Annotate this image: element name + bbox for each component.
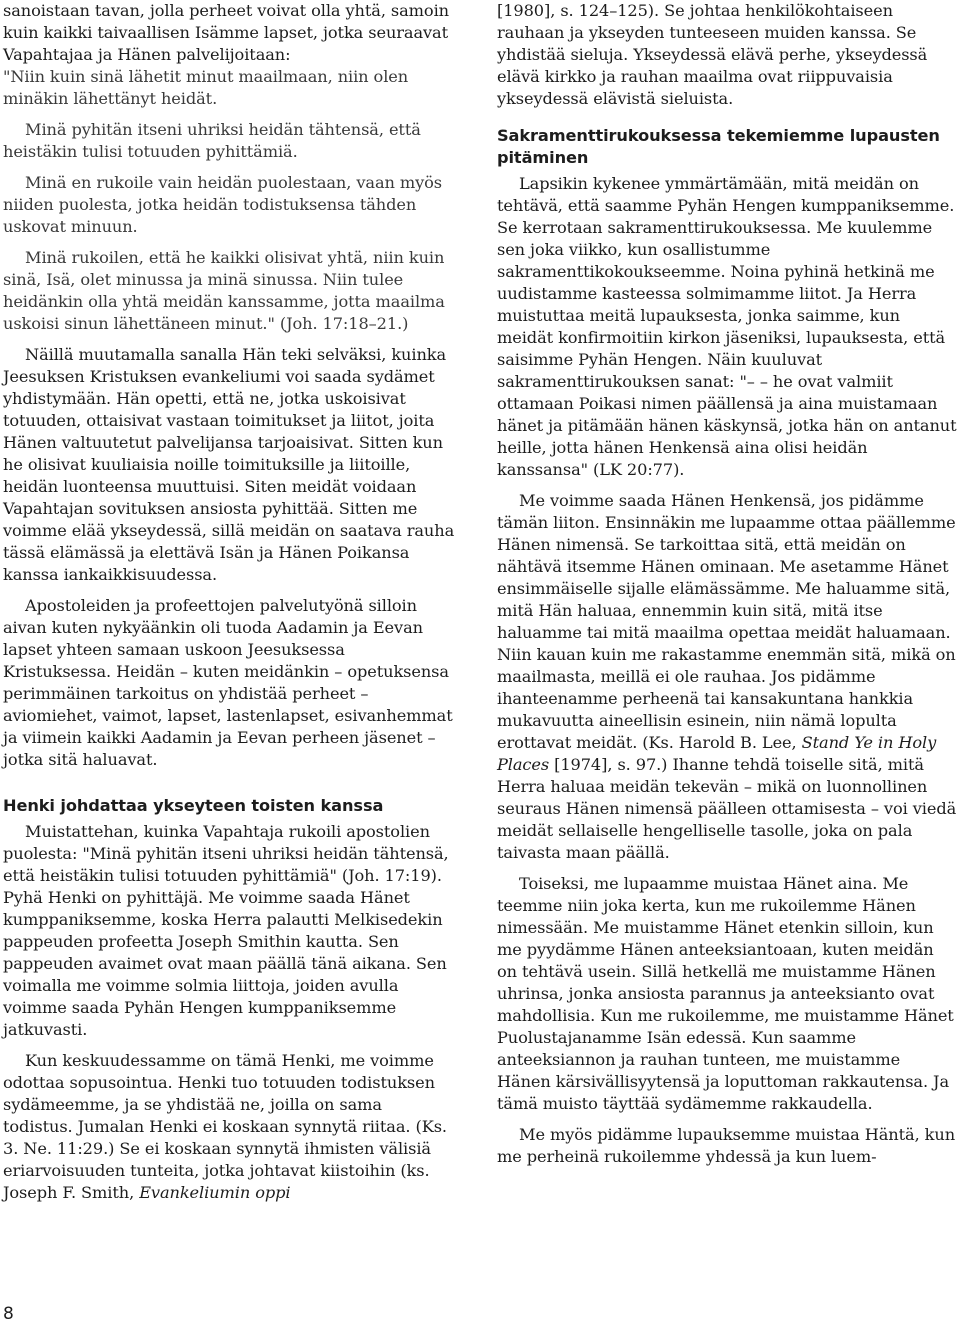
body-paragraph: Toiseksi, me lupaamme muistaa Hänet aina. Me teemme niin joka kerta, kun me rukoilemme Hänen nimessään. Me muistamme Hänet etenkin silloin, kun me pyydämme Hänen anteeksiantoaan, kuten meidän on tehtävä usein. Sillä hetkellä me muistamme Hänen uhrinsa, jonka ansiosta parannus ja anteeksianto ovat mahdollisia. Kun me rukoilemme, me muistamme Hänet Puolustajanamme Isän edessä. Kun saamme anteeksiannon ja rauhan tunteen, me muistamme Hänen kärsivällisyytensä ja loputtoman rakkautensa. Ja tämä muisto täyttää sydämemme rakkaudella. bbox=[497, 874, 954, 1113]
body-paragraph: Lapsikin kykenee ymmärtämään, mitä meidän on tehtävä, että saamme Pyhän Hengen kumppaniksemme. Se kerrotaan sakramenttirukouksessa. Me kuulemme sen joka viikko, kun osallistumme sakramenttikokoukseemme. Noina pyhinä hetkinä me uudistamme kasteessa solmimamme liitot. Ja Herra muistuttaa meitä lupauksesta, jonka saimme, kun meidät konfirmoitiin kirkon jäseniksi, lupauksesta, että saisimme Pyhän Hengen. Näin kuuluvat sakramenttirukouksen sanat: "– – he ovat valmiit ottamaan Poikasi nimen päällensä ja aina muistamaan hänet ja pitämään hänen käskynsä, jotka hän on antanut heille, jotta hänen Henkensä aina olisi heidän kanssansa" (LK 20:77). bbox=[497, 174, 957, 479]
body-paragraph bbox=[3, 1050, 455, 1204]
quote-line: Minä rukoilen, että he kaikki olisivat yhtä, niin kuin sinä, Isä, olet minussa ja minä sinussa. Niin tulee heidänkin olla yhtä meidän kanssamme, jotta maailma uskoisi sinun lähettäneen minut." (Joh. 17:18–21.) bbox=[3, 248, 445, 333]
intro-paragraph: sanoistaan tavan, jolla perheet voivat olla yhtä, samoin kuin kaikki taivaallisen Isämme lapset, jotka seuraavat Vapahtajaa ja Hänen palvelijoitaan: bbox=[3, 1, 449, 64]
book-title: Evankeliumin oppi bbox=[139, 1183, 291, 1202]
body-paragraph bbox=[497, 490, 957, 864]
page-number: 8 bbox=[3, 1304, 14, 1324]
continuation-paragraph: [1980], s. 124–125). Se johtaa henkilökohtaiseen rauhaan ja ykseyden tunteeseen muiden kanssa. Se yhdistää sieluja. Ykseydessä elävä perhe, ykseydessä elävä kirkko ja rauhan maailma ovat riippuvaisia ykseydessä elävistä sieluista. bbox=[497, 1, 928, 108]
paragraph-text: [1974], s. 97.) Ihanne tehdä toiselle sitä, mitä Herra haluaa meidän tekevän – mikä on luonnollinen seuraus Hänen nimensä päälleen ottamisesta – voi viedä meidät sellaiselle hengelliselle tasolle, joka on pala taivasta maan päällä. bbox=[497, 755, 957, 862]
quote-line: Minä pyhitän itseni uhriksi heidän tähtensä, että heistäkin tulisi totuuden pyhittämiä. bbox=[3, 120, 421, 161]
scripture-quote bbox=[3, 66, 455, 335]
paragraph-text: Kun keskuudessamme on tämä Henki, me voimme odottaa sopusointua. Henki tuo totuuden todistuksen sydämeemme, ja se yhdistää ne, joilla on sama todistus. Jumalan Henki ei koskaan synnytä riitaa. (Ks. 3. Ne. 11:29.) Se ei koskaan synnytä ihmisten välisiä eriarvoisuuden tunteita, jotka johtavat kiistoihin (ks. Joseph F. Smith, bbox=[3, 1051, 447, 1202]
book-title: Stand Ye in Holy Places bbox=[497, 733, 937, 774]
left-column bbox=[3, 0, 455, 1204]
quote-line: Minä en rukoile vain heidän puolestaan, vaan myös niiden puolesta, jotka heidän todistuksensa tähden uskovat minuun. bbox=[3, 173, 443, 236]
section-heading: Henki johdattaa ykseyteen toisten kanssa bbox=[3, 796, 384, 815]
body-paragraph: Me myös pidämme lupauksemme muistaa Häntä, kun me perheinä rukoilemme yhdessä ja kun luem- bbox=[497, 1125, 956, 1166]
right-column bbox=[497, 0, 957, 1168]
section-heading: Sakramenttirukouksessa tekemiemme lupausten pitäminen bbox=[497, 126, 940, 167]
body-paragraph: Näillä muutamalla sanalla Hän teki selväksi, kuinka Jeesuksen Kristuksen evankeliumi voi saada sydämet yhdistymään. Hän opetti, että ne, jotka uskoisivat totuuden, ottaisivat vastaan toimitukset ja liitot, joita Hänen valtuutetut palvelijansa tarjoaisivat. Sitten kun he olisivat kuuliaisia noille toimituksille ja liitoille, heidän luonteensa muuttuisi. Siten meidät voidaan Vapahtajan sovituksen ansiosta pyhittää. Sitten me voimme elää ykseydessä, sillä meidän on saatava rauha tässä elämässä ja elettävä Isän ja Hänen Poikansa kanssa iankaikkisuudessa. bbox=[3, 345, 455, 584]
body-paragraph: Apostoleiden ja profeettojen palvelutyönä silloin aivan kuten nykyäänkin oli tuoda Aadamin ja Eevan lapset yhteen samaan uskoon Jeesuksessa Kristuksessa. Heidän – kuten meidänkin – opetuksensa perimmäinen tarkoitus on yhdistää perheet – aviomiehet, vaimot, lapset, lastenlapset, esivanhemmat ja viimein kaikki Aadamin ja Eevan perheen jäsenet – jotka sitä haluavat. bbox=[3, 596, 453, 769]
paragraph-text: Me voimme saada Hänen Henkensä, jos pidämme tämän liiton. Ensinnäkin me lupaamme ottaa päällemme Hänen nimensä. Se tarkoittaa sitä, että meidän on nähtävä itsemme Hänen ominaan. Me asetamme Hänet ensimmäiselle sijalle elämässämme. Me haluamme sitä, mitä Hän haluaa, ennemmin kuin sitä, mitä itse haluamme tai mitä maailma opettaa meidät haluamaan. Niin kauan kuin me rakastamme enemmän sitä, mikä on maailmasta, meillä ei ole rauhaa. Jos pidämme ihanteenamme perheenä tai kansakuntana hankkia mukavuutta aineellisin esinein, niin nämä lopulta erottavat meidät. (Ks. Harold B. Lee, bbox=[497, 491, 956, 752]
body-paragraph: Muistattehan, kuinka Vapahtaja rukoili apostolien puolesta: "Minä pyhitän itseni uhriksi heidän tähtensä, että heistäkin tulisi totuuden pyhittämiä" (Joh. 17:19). Pyhä Henki on pyhittäjä. Me voimme saada Hänet kumppaniksemme, koska Herra palautti Melkisedekin pappeuden profeetta Joseph Smithin kautta. Sen pappeuden avaimet ovat maan päällä tänä aikana. Sen voimalla me voimme solmia liittoja, joiden avulla voimme saada Pyhän Hengen kumppaniksemme jatkuvasti. bbox=[3, 822, 449, 1039]
quote-line: "Niin kuin sinä lähetit minut maailmaan, niin olen minäkin lähettänyt heidät. bbox=[3, 67, 409, 108]
